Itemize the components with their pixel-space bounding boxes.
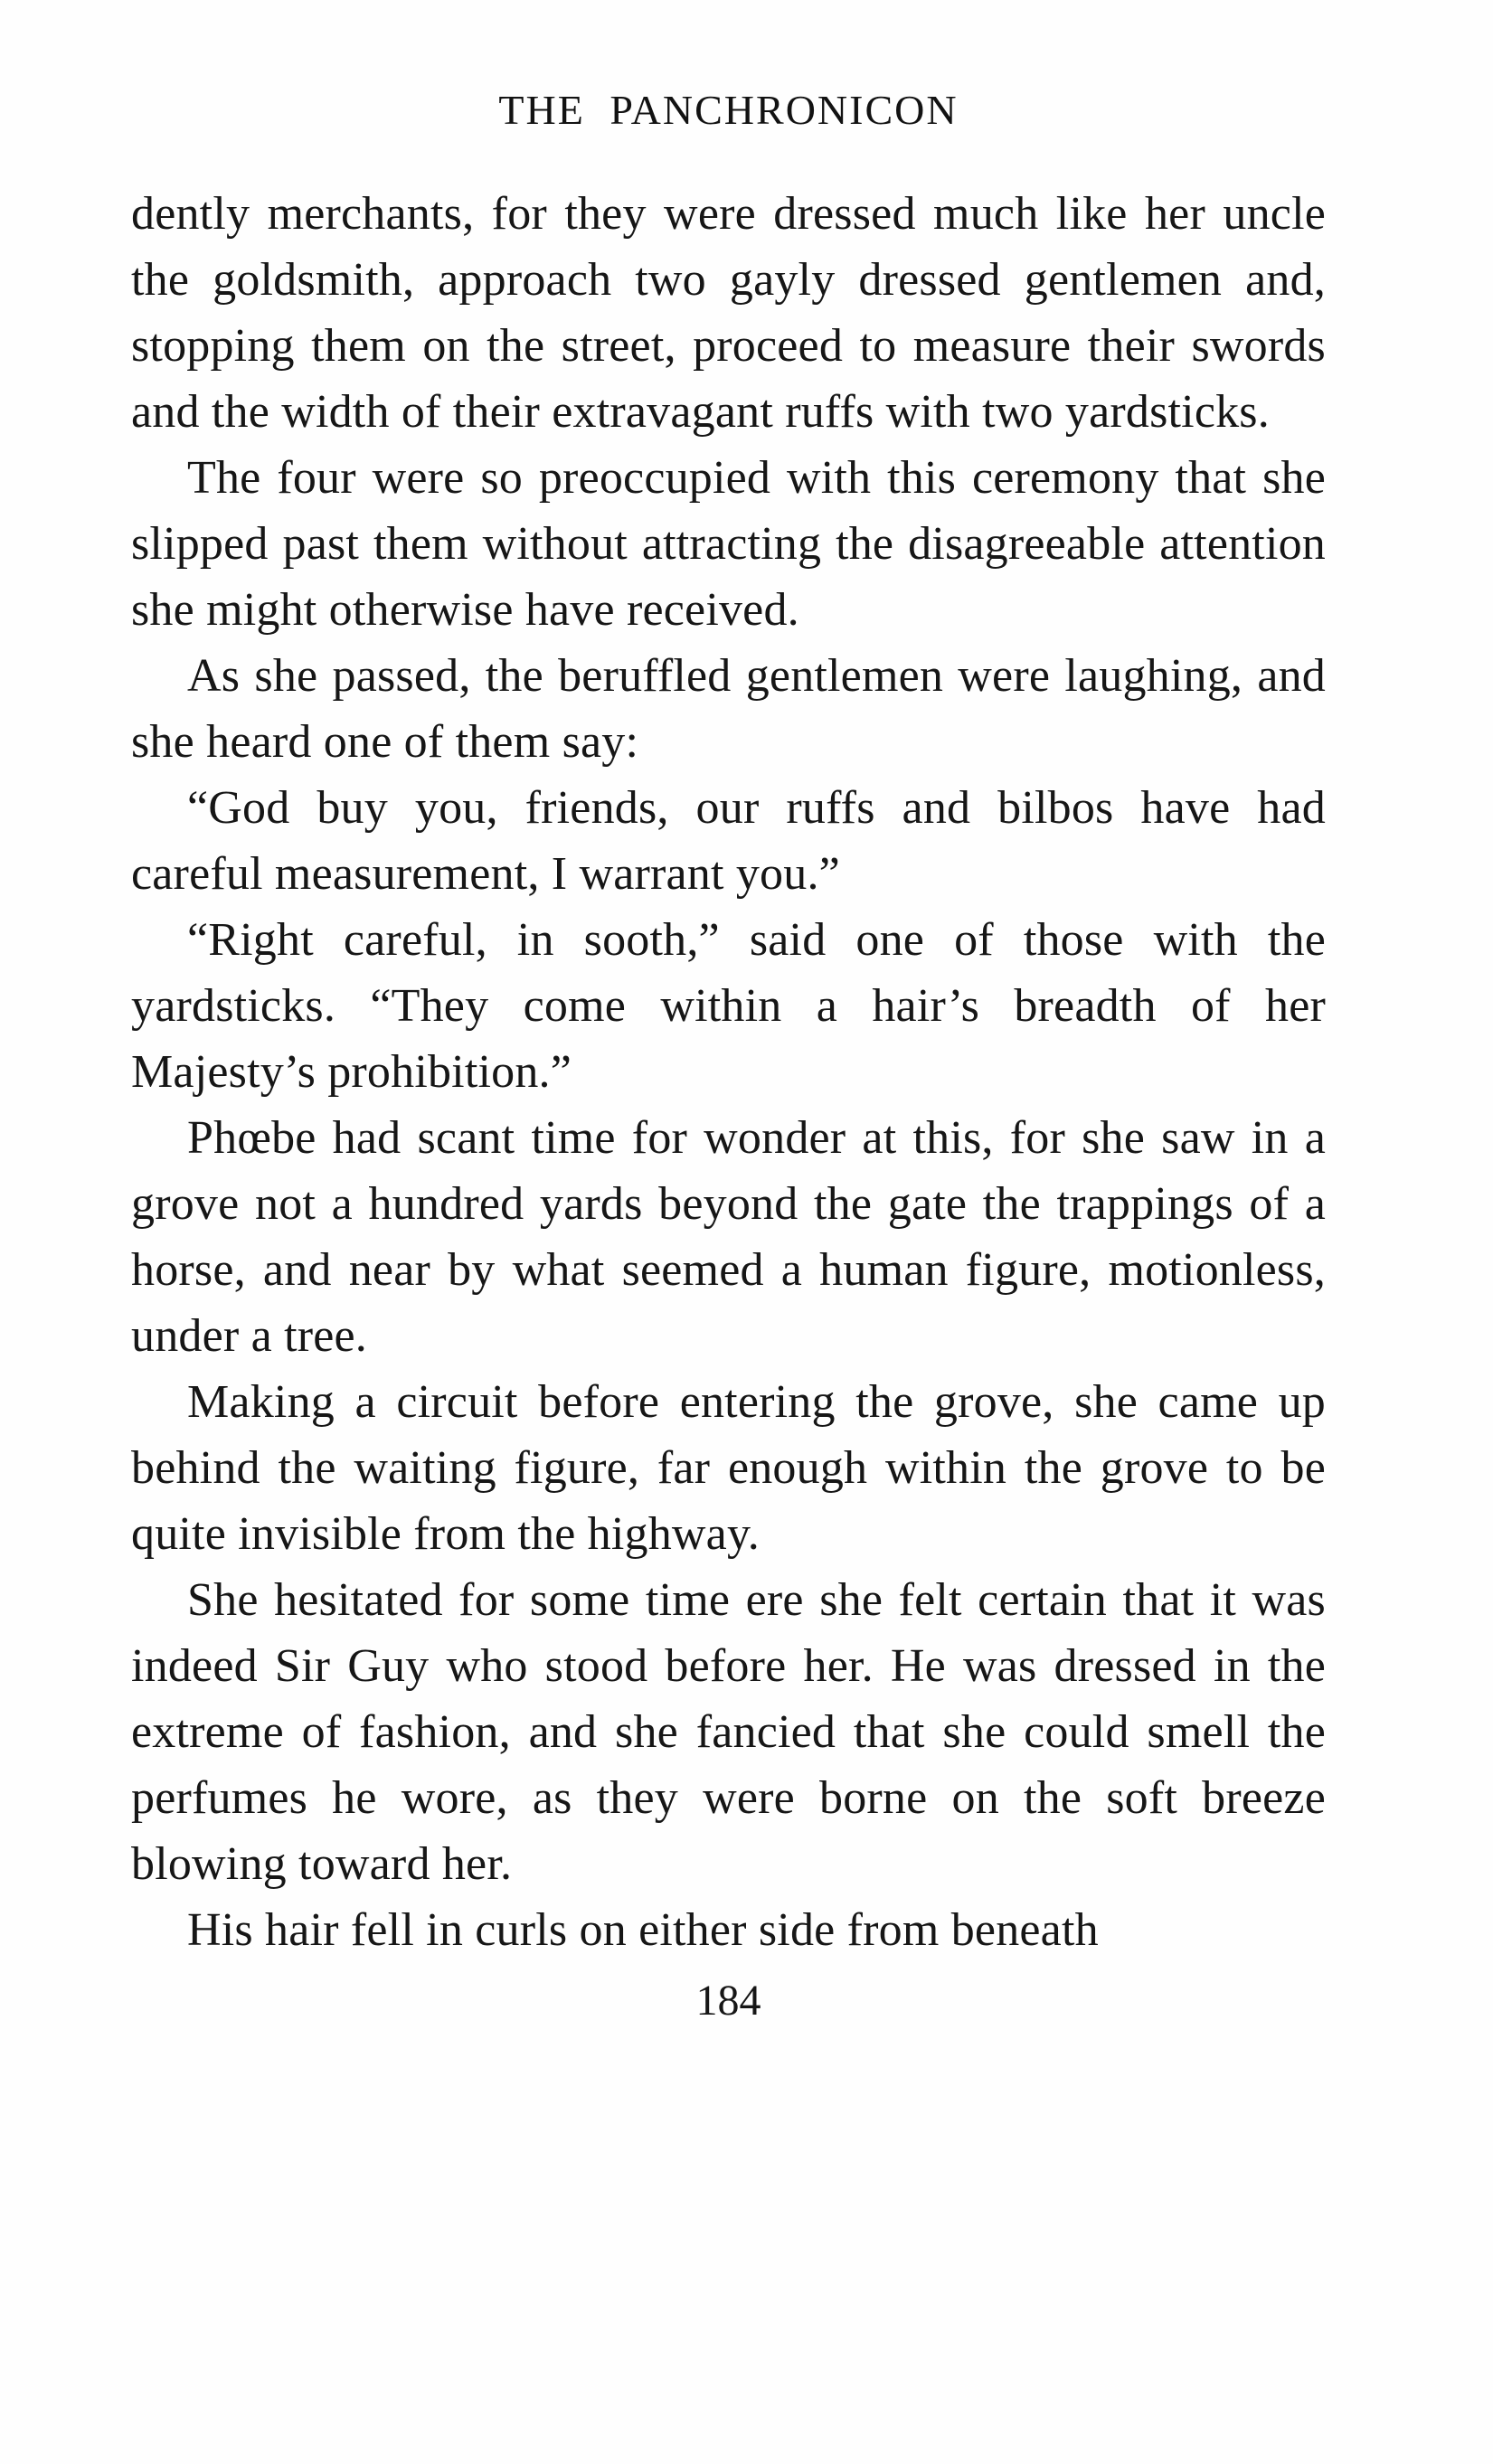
paragraph: Making a circuit before entering the grove, she came up behind the waiting figure, far enough within the grove to be quite invisible from the highway. <box>131 1376 1326 1560</box>
running-header: THE PANCHRONICON <box>498 87 959 133</box>
paragraph: She hesitated for some time ere she felt certain that it was indeed Sir Guy who stood before her. He was dressed in the extreme of fashion, and she fancied that she could smell the perfumes he wore, as they were borne on the soft breeze blowing toward her. <box>131 1574 1326 1890</box>
paragraph: “Right careful, in sooth,” said one of those with the yardsticks. “They come within a hair’s breadth of her Majesty’s prohibition.” <box>131 914 1326 1098</box>
paragraph: Phœbe had scant time for wonder at this, for she saw in a grove not a hundred yards beyond the gate the trappings of a horse, and near by what seemed a human figure, motionless, under a tree. <box>131 1112 1326 1362</box>
paragraph: “God buy you, friends, our ruffs and bilbos have had careful measurement, I warrant you.” <box>131 782 1326 900</box>
page-number: 184 <box>695 1977 761 2025</box>
paragraph: dently merchants, for they were dressed much like her uncle the goldsmith, approach two gayly dressed gentlemen and, stopping them on the street, proceed to measure their swords and the width of their extravagant ruffs with two yardsticks. <box>131 188 1326 438</box>
paragraph: As she passed, the beruffled gentlemen were laughing, and she heard one of them say: <box>131 650 1326 768</box>
paragraph: The four were so preoccupied with this ceremony that she slipped past them without attracting the disagreeable attention she might otherwise have received. <box>131 452 1326 636</box>
page-body-text <box>131 181 1326 1963</box>
paragraph: His hair fell in curls on either side from beneath <box>187 1904 1099 1956</box>
